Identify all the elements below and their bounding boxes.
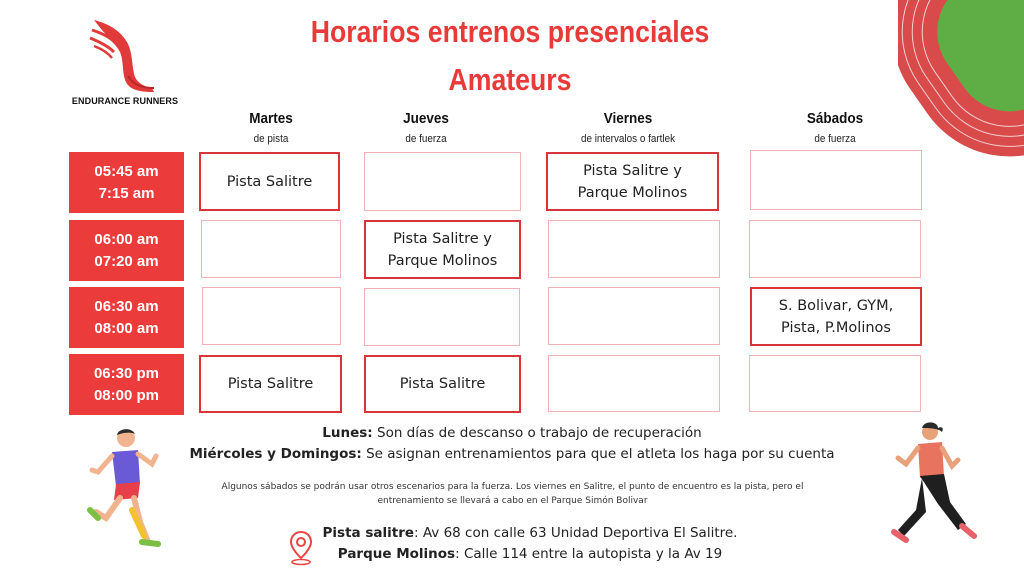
winged-foot-icon xyxy=(88,16,158,94)
time-slot-3 xyxy=(69,287,184,348)
note-label: Lunes: xyxy=(322,425,373,441)
time-start: 05:45 am xyxy=(94,162,159,180)
schedule-cell xyxy=(364,355,521,413)
time-start: 06:00 am xyxy=(94,230,159,248)
day-subtitle: de intervalos o fartlek xyxy=(580,133,676,145)
day-subtitle: de pista xyxy=(253,133,289,145)
note-text: Se asignan entrenamientos para que el atleta los haga por su cuenta xyxy=(361,446,835,462)
cell-line: Pista Salitre y xyxy=(583,162,682,179)
female-runner-illustration xyxy=(888,420,980,548)
small-note-line: entrenamiento se llevará a cabo en el Parque Simón Bolivar xyxy=(377,496,648,506)
schedule-cell xyxy=(749,355,921,412)
time-end: 07:20 am xyxy=(94,252,159,270)
time-end: 7:15 am xyxy=(98,184,155,202)
schedule-cell xyxy=(548,220,720,278)
day-name: Viernes xyxy=(603,110,653,127)
address-label: Parque Molinos xyxy=(337,546,456,562)
time-slot-1 xyxy=(69,152,184,213)
day-name: Sábados xyxy=(806,110,864,127)
address-text: : Calle 114 entre la autopista y la Av 19 xyxy=(455,546,723,562)
schedule-cell xyxy=(202,287,341,345)
time-slot-2 xyxy=(69,220,184,281)
schedule-cell xyxy=(199,355,342,413)
logo xyxy=(66,16,184,110)
running-track-icon xyxy=(898,0,1024,160)
note-text: Son días de descanso o trabajo de recuperación xyxy=(372,425,702,441)
cell-line: Parque Molinos xyxy=(577,184,688,201)
schedule-cell xyxy=(749,220,921,278)
male-runner-illustration xyxy=(86,426,166,552)
time-start: 06:30 pm xyxy=(93,364,160,382)
address-molinos xyxy=(260,546,800,562)
day-name: Martes xyxy=(249,110,293,127)
address-label: Pista salitre xyxy=(322,525,415,541)
schedule-cell xyxy=(364,152,521,211)
cell-line: Pista Salitre xyxy=(227,376,314,392)
schedule-cell xyxy=(364,220,521,279)
cell-line: Pista Salitre xyxy=(399,376,486,392)
time-start: 06:30 am xyxy=(94,297,159,315)
small-note-line: Algunos sábados se podrán usar otros escenarios para la fuerza. Los viernes en Salitre, el punto de encuentro es la pista, pero el xyxy=(221,482,804,492)
day-name: Jueves xyxy=(403,110,449,127)
schedule-cell xyxy=(750,287,922,346)
schedule-cell xyxy=(548,287,720,345)
cell-line: Parque Molinos xyxy=(387,252,498,269)
cell-line: Pista Salitre xyxy=(226,173,313,190)
note-label: Miércoles y Domingos: xyxy=(189,446,362,462)
address-salitre xyxy=(260,525,800,541)
day-subtitle: de fuerza xyxy=(814,133,856,145)
time-end: 08:00 pm xyxy=(93,386,160,404)
schedule-cell xyxy=(546,152,719,211)
cell-line: S. Bolivar, GYM, xyxy=(778,297,894,314)
schedule-cell xyxy=(548,355,720,412)
page-title: Horarios entrenos presenciales xyxy=(310,14,710,49)
page-subtitle: Amateurs xyxy=(448,62,572,97)
logo-text: ENDURANCE RUNNERS xyxy=(71,96,179,106)
note-lunes xyxy=(140,425,884,441)
small-note xyxy=(205,480,820,508)
schedule-cell xyxy=(364,288,520,346)
day-header-martes xyxy=(217,110,325,145)
cell-line: Pista Salitre y xyxy=(393,230,492,247)
note-miercoles-domingos xyxy=(140,446,884,462)
day-header-viernes xyxy=(556,110,700,145)
schedule-cell xyxy=(199,152,340,211)
cell-line: Pista, P.Molinos xyxy=(781,319,891,336)
day-header-jueves xyxy=(370,110,482,145)
schedule-cell xyxy=(201,220,341,278)
day-subtitle: de fuerza xyxy=(405,133,447,145)
schedule-cell xyxy=(750,150,922,210)
day-header-sabados xyxy=(777,110,894,145)
time-slot-4 xyxy=(69,354,184,415)
address-text: : Av 68 con calle 63 Unidad Deportiva El Salitre. xyxy=(414,525,738,541)
time-end: 08:00 am xyxy=(94,319,159,337)
